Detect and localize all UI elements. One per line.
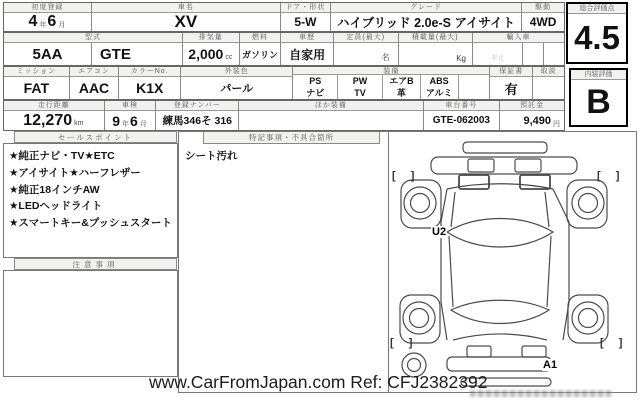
other-equipment-cell xyxy=(238,101,422,130)
front-plate-bar xyxy=(463,142,547,153)
sales-point-item: ★スマートキー&プッシュスタート xyxy=(9,217,172,230)
sales-point-item: ★アイサイト★ハーフレザー xyxy=(9,166,141,179)
model-code: GTE xyxy=(91,43,182,65)
other-equipment-value xyxy=(239,111,422,130)
car-name-label: 車名 xyxy=(92,3,280,13)
manual-label: 取説 xyxy=(533,67,564,77)
color-no-cell xyxy=(118,67,180,99)
year-unit: 年 xyxy=(39,22,47,29)
overall-score-box xyxy=(566,2,628,64)
mission-value: FAT xyxy=(23,80,50,96)
windshield xyxy=(447,219,553,248)
door-label: ドア・形状 xyxy=(281,3,330,13)
displacement-number: 2,000 xyxy=(188,46,224,62)
reg-number-value: 練馬346そ 316 xyxy=(162,115,233,127)
damage-mark-a1: A1 xyxy=(543,359,558,371)
inspection-label: 車検 xyxy=(105,101,156,111)
aircon-label: エアコン xyxy=(70,67,119,77)
capacity-cell xyxy=(333,33,398,65)
door-cell xyxy=(280,3,330,31)
car-diagram-box xyxy=(388,131,637,393)
history-label: 車歴 xyxy=(281,33,333,43)
drive-label: 駆動 xyxy=(522,3,564,13)
deposit-value xyxy=(500,111,564,130)
grade-value: ハイブリッド 2.0e-S アイサイト xyxy=(337,16,515,30)
body-left-side xyxy=(441,189,447,340)
interior-score-value: B xyxy=(586,83,611,121)
mileage-value xyxy=(4,111,104,130)
equip-leather: 革 xyxy=(382,87,420,99)
a-pillars xyxy=(451,192,549,227)
chassis-cell xyxy=(423,101,500,130)
import-note xyxy=(473,43,522,65)
color-no-value: K1X xyxy=(136,80,164,96)
first-registration-value xyxy=(4,13,91,31)
remarks-header: 特記事項・不具合箇所 xyxy=(203,132,380,144)
history-value: 自家用 xyxy=(289,47,326,62)
damage-mark-u2: U2 xyxy=(432,226,447,238)
first-reg-year: 4 xyxy=(28,13,38,30)
deposit-label: 預託金 xyxy=(500,101,564,111)
reg-number-cell xyxy=(155,101,238,130)
import-sub-1 xyxy=(522,43,543,65)
info-row-1 xyxy=(3,2,565,32)
exterior-color-label: 外装色 xyxy=(181,67,292,77)
sales-point-item: ★純正ナビ・TV★ETC xyxy=(9,150,115,162)
corner-mark-rear-left: [ ] xyxy=(390,337,419,349)
equip-blank-1 xyxy=(458,75,490,87)
exterior-color-value: パール xyxy=(220,83,254,95)
front-bumper xyxy=(431,157,577,174)
overall-score-value: 4.5 xyxy=(574,19,620,56)
mission-label: ミッション xyxy=(4,67,69,77)
first-registration-cell xyxy=(4,3,91,31)
warranty-value: 有 xyxy=(504,81,518,97)
inspection-month-unit: 月 xyxy=(139,120,147,128)
corner-mark-front-right: [ ] xyxy=(597,170,626,182)
displacement-cell xyxy=(182,33,239,65)
drive-cell xyxy=(521,3,564,31)
car-name-cell xyxy=(91,3,280,31)
corner-mark-rear-right: [ ] xyxy=(600,337,629,349)
inspection-month: 6 xyxy=(130,112,138,129)
equipment-row-1 xyxy=(293,75,489,87)
reg-number-label: 登録ナンバー xyxy=(156,101,238,111)
import-value xyxy=(473,43,564,65)
car-name-value: XV xyxy=(174,13,198,31)
sales-points-list xyxy=(4,144,177,232)
chassis-value: GTE-062003 xyxy=(432,115,490,126)
interior-score-label: 内装評価 xyxy=(571,70,626,80)
displacement-label: 排気量 xyxy=(183,33,239,43)
import-note-text: 年式 xyxy=(491,56,504,62)
equipment-cell xyxy=(292,67,489,99)
front-left-wheel xyxy=(404,187,436,219)
warranty-cell xyxy=(489,67,532,99)
mileage-cell xyxy=(4,101,104,130)
mileage-number: 12,270 xyxy=(23,111,73,129)
import-sub-2 xyxy=(543,43,564,65)
grade-label: グレード xyxy=(331,3,521,13)
corner-mark-front-left: [ ] xyxy=(392,170,421,182)
history-cell xyxy=(280,33,333,65)
remark-item: シート汚れ xyxy=(185,150,238,162)
first-reg-month: 6 xyxy=(47,13,57,30)
exterior-color-cell xyxy=(180,67,292,99)
other-equipment-label: ほか装備 xyxy=(239,101,422,111)
color-no-label: カラーNo. xyxy=(119,67,180,77)
chassis-label: 車台番号 xyxy=(424,101,500,111)
mileage-label: 走行距離 xyxy=(4,101,104,111)
front-grille-left xyxy=(468,159,494,172)
inspection-year-unit: 年 xyxy=(122,120,130,128)
front-grille-right xyxy=(515,159,541,172)
capacity-unit: 名 xyxy=(381,53,390,62)
deposit-cell xyxy=(499,101,564,130)
displacement-value xyxy=(183,43,239,65)
rear-window xyxy=(451,300,549,323)
fuel-label: 燃料 xyxy=(240,33,281,43)
manual-cell xyxy=(532,67,564,99)
sales-points-box xyxy=(3,143,178,258)
equip-pw: PW xyxy=(337,75,382,87)
inspection-cell xyxy=(104,101,156,130)
manual-value xyxy=(533,77,564,99)
grade-cell xyxy=(330,3,521,31)
fuel-cell xyxy=(239,33,281,65)
headlight-left xyxy=(459,175,489,189)
interior-score-box xyxy=(569,68,628,127)
equipment-label: 装備 xyxy=(293,67,489,75)
rear-bumper xyxy=(447,357,551,371)
equip-ps: PS xyxy=(309,76,322,86)
illegible-footnote xyxy=(470,390,612,397)
info-row-4 xyxy=(3,100,565,131)
sales-points-header: セールスポイント xyxy=(14,131,177,143)
mission-cell xyxy=(4,67,69,99)
model-prefix: 5AA xyxy=(32,45,63,63)
overall-score-label: 総合評価点 xyxy=(568,4,626,14)
model-code-cell xyxy=(4,33,182,65)
front-right-wheel xyxy=(572,187,604,219)
first-registration-label: 初度登録 xyxy=(4,3,91,13)
watermark-text: www.CarFromJapan.com Ref: CFJ2382392 xyxy=(149,372,488,392)
deposit-number: 9,490 xyxy=(523,114,551,127)
import-cell xyxy=(472,33,564,65)
warranty-label: 保証書 xyxy=(490,67,532,77)
import-label: 輸入車 xyxy=(473,33,564,43)
month-unit: 月 xyxy=(58,22,66,29)
load-unit: Kg xyxy=(456,54,466,63)
rear-right-wheel xyxy=(572,302,604,334)
door-value: 5-W xyxy=(294,15,317,29)
equipment-row-2 xyxy=(293,87,489,99)
tail-light-right xyxy=(522,346,546,357)
load-label: 積載量(最大) xyxy=(399,33,472,43)
equip-abs: ABS xyxy=(420,75,458,87)
info-row-2 xyxy=(3,32,565,66)
cautions-box xyxy=(3,270,178,377)
equip-blank-2 xyxy=(458,87,490,99)
rear-left-wheel xyxy=(403,302,435,334)
equip-alloy: アルミ xyxy=(420,87,458,99)
cautions-header: 注意事項 xyxy=(14,258,177,270)
displacement-unit: cc xyxy=(225,53,233,61)
fuel-value: ガソリン xyxy=(241,49,278,60)
sales-point-item: ★LEDヘッドライト xyxy=(9,200,103,213)
aircon-cell xyxy=(69,67,119,99)
capacity-label: 定員(最大) xyxy=(334,33,398,43)
load-cell xyxy=(398,33,472,65)
equip-tv: TV xyxy=(337,87,382,99)
trunk-edge xyxy=(453,334,547,340)
tail-light-left xyxy=(467,346,491,357)
sales-point-item: ★純正18インチAW xyxy=(9,183,100,196)
equip-airbag: エアB xyxy=(382,75,420,87)
model-code-value xyxy=(4,43,182,65)
equip-navi: ナビ xyxy=(306,88,325,98)
inspection-year: 9 xyxy=(112,112,121,129)
mileage-unit: km xyxy=(74,120,84,127)
drive-value: 4WD xyxy=(529,15,557,29)
remarks-box xyxy=(178,131,390,393)
aircon-value: AAC xyxy=(78,80,110,96)
inspection-value xyxy=(105,111,156,130)
deposit-unit: 円 xyxy=(553,120,560,128)
model-code-label: 型式 xyxy=(4,33,182,43)
info-row-3 xyxy=(3,66,565,100)
